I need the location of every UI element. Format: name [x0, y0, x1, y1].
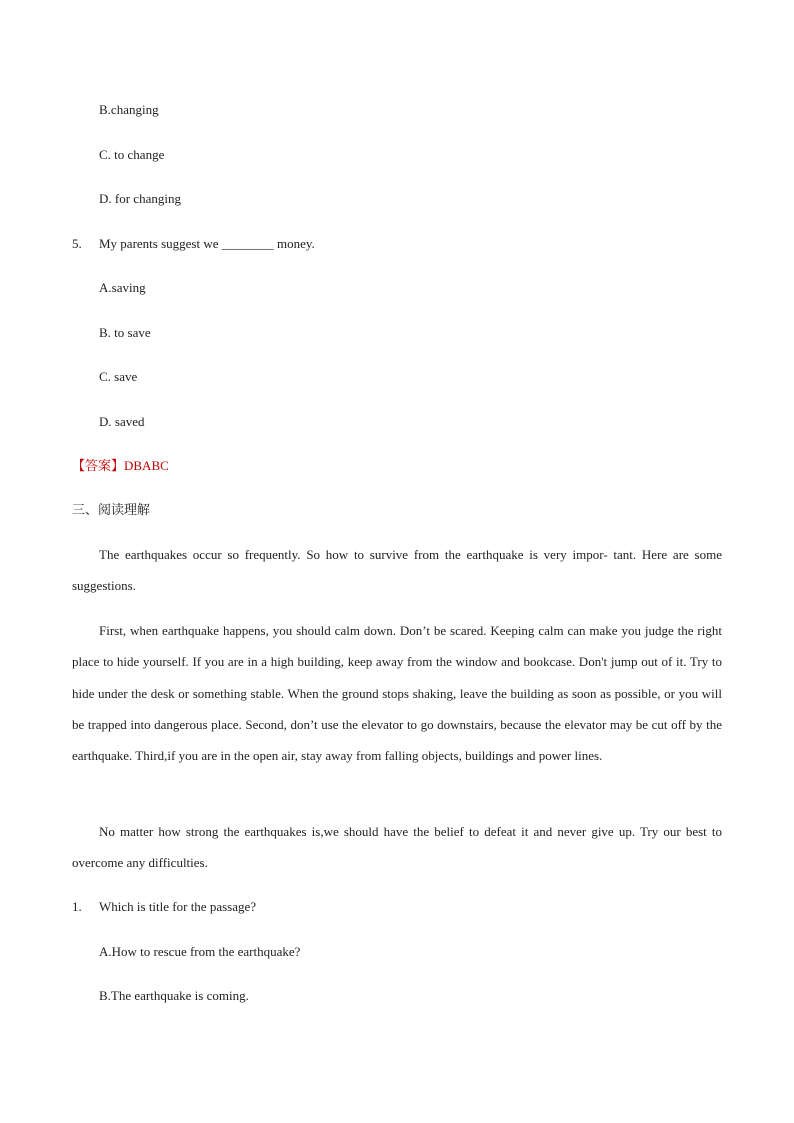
q5-option-a: A.saving	[99, 280, 146, 295]
reading-question-1-text: Which is title for the passage?	[99, 899, 257, 914]
reading-q1-option-a: A.How to rescue from the earthquake?	[99, 944, 301, 959]
passage-paragraph-3: No matter how strong the earthquakes is,we should have the belief to defeat it and never give up. Try our best to overcome any difficulties.	[72, 824, 722, 871]
q5-option-c: C. save	[99, 369, 138, 384]
q5-option-b: B. to save	[99, 325, 151, 340]
q4-option-c: C. to change	[99, 147, 165, 162]
question-5-number: 5.	[72, 236, 82, 251]
question-5-text: My parents suggest we ________ money.	[99, 236, 315, 251]
passage-paragraph-2: First, when earthquake happens, you should calm down. Don’t be scared. Keeping calm can make you judge the right place to hide yourself. If you are in a high building, keep away from the window and bookcase. Don't jump out of it. Try to hide under the desk or something stable. When the ground stops shaking, leave the building as soon as possible, or you will be trapped into dangerous place. Second, don’t use the elevator to go downstairs, because the elevator may be cut off by the earthquake. Third,if you are in the open air, stay away from falling objects, buildings and power lines.	[72, 623, 722, 764]
q4-option-d: D. for changing	[99, 191, 181, 206]
reading-question-1-number: 1.	[72, 899, 82, 914]
passage-paragraph-1: The earthquakes occur so frequently. So how to survive from the earthquake is very impor- tant. Here are some suggestions.	[72, 547, 722, 594]
q4-option-b: B.changing	[99, 102, 159, 117]
answer-key: 【答案】DBABC	[72, 458, 169, 473]
section-heading: 三、阅读理解	[72, 503, 151, 518]
q5-option-d: D. saved	[99, 414, 145, 429]
reading-q1-option-b: B.The earthquake is coming.	[99, 988, 249, 1003]
